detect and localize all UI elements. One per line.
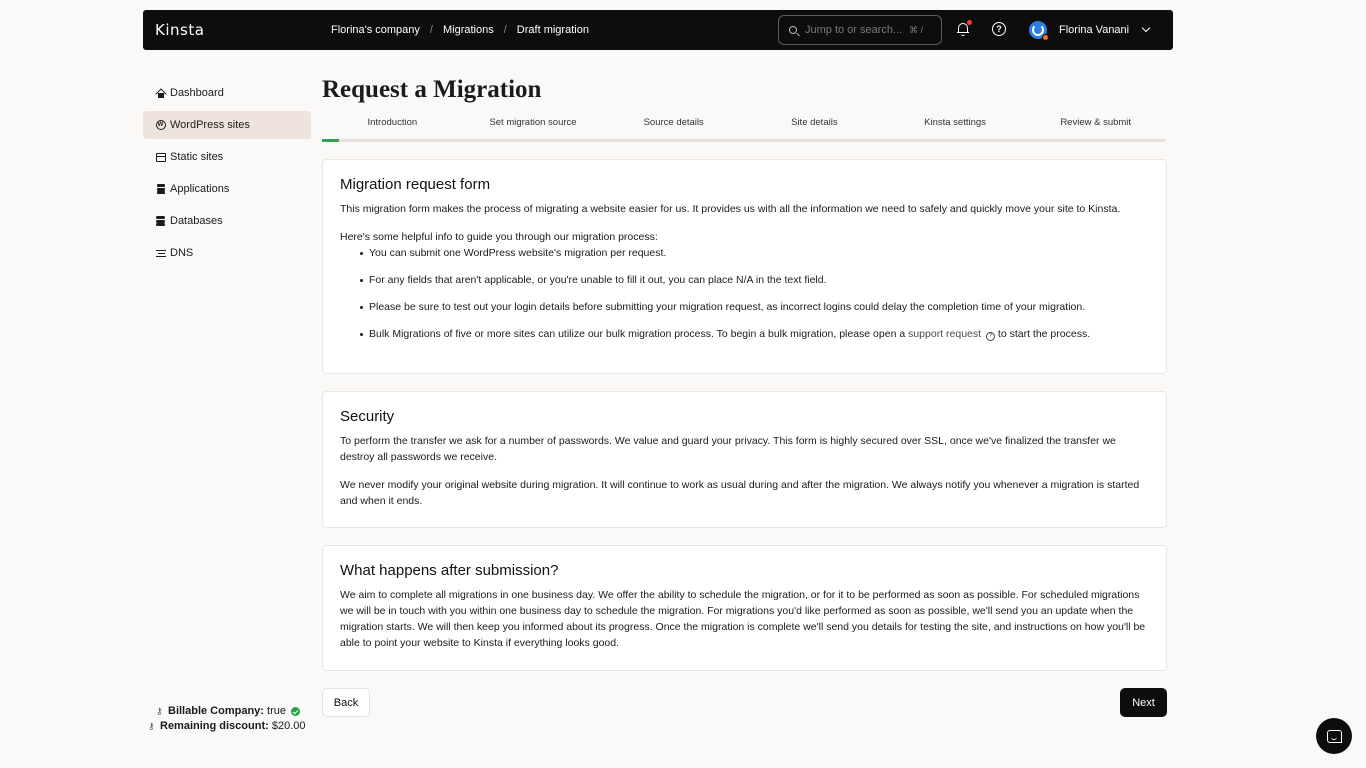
bulk-text: Bulk Migrations of five or more sites can utilize our bulk migration process. To begin a bulk migration, please open a: [369, 328, 906, 340]
billable-label: Billable Company:: [168, 705, 264, 717]
notifications-bell-icon[interactable]: [957, 22, 969, 36]
sidebar-item-label: Dashboard: [170, 87, 224, 99]
sidebar: [143, 79, 311, 271]
breadcrumb-separator: /: [429, 24, 433, 36]
wordpress-icon: W: [155, 120, 166, 131]
check-circle-icon: [291, 707, 300, 716]
back-button[interactable]: Back: [322, 688, 370, 717]
support-request-link[interactable]: support request: [908, 328, 982, 340]
sidebar-item-label: Applications: [170, 183, 230, 195]
step-set-migration-source[interactable]: Set migration source: [489, 117, 577, 128]
dns-icon: [155, 248, 166, 259]
card-text: This migration form makes the process of migrating a website easier for us. It provides us with all the information we need to safely and quickly move your site to Kinsta.: [340, 203, 1121, 215]
sidebar-item-label: Static sites: [170, 151, 224, 163]
discount-label: Remaining discount:: [160, 720, 269, 732]
key-icon: ⚷: [156, 706, 163, 716]
breadcrumb-company[interactable]: Florina's company: [331, 24, 420, 36]
card-title: Migration request form: [340, 176, 491, 193]
sidebar-item-static-sites[interactable]: [143, 143, 311, 171]
sidebar-item-applications[interactable]: [143, 175, 311, 203]
sidebar-item-label: WordPress sites: [170, 119, 250, 131]
guide-list: [340, 245, 1149, 342]
static-site-icon: [155, 152, 166, 163]
card-text: We aim to complete all migrations in one business day. We offer the ability to schedule the migration, or for it to be performed as soon as possible. For scheduled migrations we will be in touch with you within one business day to schedule the migration. For migrations you'd like performed as soon as possible, we'll send you an update when the migration starts. We will then keep you informed about its progress. Once the migration is complete we'll send you details for testing the site, and instructions on how you'll be able to point your website to Kinsta if everything looks good.: [340, 589, 1146, 649]
breadcrumb: [331, 10, 589, 50]
card-text: We never modify your original website during migration. It will continue to work as usual during and after the migration. We always notify you whenever a migration is started and when it ends.: [340, 479, 1140, 507]
step-source-details[interactable]: Source details: [643, 117, 704, 128]
home-icon: [155, 88, 166, 99]
step-review-submit[interactable]: Review & submit: [1060, 117, 1132, 128]
user-name: Florina Vanani: [1059, 24, 1130, 36]
discount-value: $20.00: [271, 720, 306, 732]
billable-value: true: [267, 705, 286, 717]
step-kinsta-settings[interactable]: Kinsta settings: [924, 117, 986, 128]
search-icon: [789, 26, 797, 34]
list-item: [340, 326, 1149, 342]
step-progress-bar: [322, 139, 1166, 142]
step-progress-fill: [322, 139, 339, 142]
chat-launcher-button[interactable]: [1316, 718, 1352, 754]
card-title: Security: [340, 408, 395, 425]
sidebar-item-wordpress-sites[interactable]: [143, 111, 311, 139]
avatar: [1029, 21, 1047, 39]
sidebar-footer: [148, 704, 306, 734]
step-tabs: [322, 117, 1166, 141]
question-circle-icon: ?: [986, 332, 995, 341]
chevron-down-icon: [1142, 24, 1150, 32]
kinsta-logo[interactable]: Kinsta: [155, 21, 205, 39]
list-item: Please be sure to test out your login details before submitting your migration request, as incorrect logins could delay the completion time of your migration.: [340, 299, 1149, 315]
breadcrumb-current: Draft migration: [516, 24, 589, 36]
card-text: Here's some helpful info to guide you through our migration process:: [340, 231, 658, 243]
page-title: Request a Migration: [322, 76, 542, 103]
next-button[interactable]: Next: [1120, 688, 1167, 717]
help-icon[interactable]: ?: [992, 22, 1006, 36]
sidebar-item-dns[interactable]: [143, 239, 311, 267]
search-box[interactable]: [778, 15, 942, 45]
breadcrumb-migrations[interactable]: Migrations: [442, 24, 494, 36]
sidebar-item-databases[interactable]: [143, 207, 311, 235]
stack-icon: [155, 184, 166, 195]
notification-dot: [967, 20, 972, 25]
list-item: You can submit one WordPress website's migration per request.: [340, 245, 1149, 261]
list-item: For any fields that aren't applicable, or you're unable to fill it out, you can place N/A in the text field.: [340, 272, 1149, 288]
step-introduction[interactable]: Introduction: [367, 117, 418, 128]
sidebar-item-label: DNS: [170, 247, 194, 259]
sidebar-item-label: Databases: [170, 215, 223, 227]
migration-form-card: [322, 159, 1167, 374]
bulk-text-end: to start the process.: [997, 328, 1091, 340]
search-input[interactable]: [805, 24, 909, 36]
security-card: [322, 391, 1167, 528]
search-shortcut: ⌘ /: [909, 24, 924, 35]
card-text: To perform the transfer we ask for a number of passwords. We value and guard your privacy. This form is highly secured over SSL, once we've finalized the transfer we destroy all passwords we receive.: [340, 435, 1116, 463]
sidebar-item-dashboard[interactable]: [143, 79, 311, 107]
card-title: What happens after submission?: [340, 562, 559, 579]
chat-icon: [1327, 730, 1342, 743]
database-icon: [155, 216, 166, 227]
key-icon: ⚷: [148, 721, 155, 731]
user-menu[interactable]: [1029, 10, 1149, 50]
top-bar: [143, 10, 1173, 50]
breadcrumb-separator: /: [503, 24, 507, 36]
step-site-details[interactable]: Site details: [791, 117, 838, 128]
after-submission-card: [322, 545, 1167, 671]
